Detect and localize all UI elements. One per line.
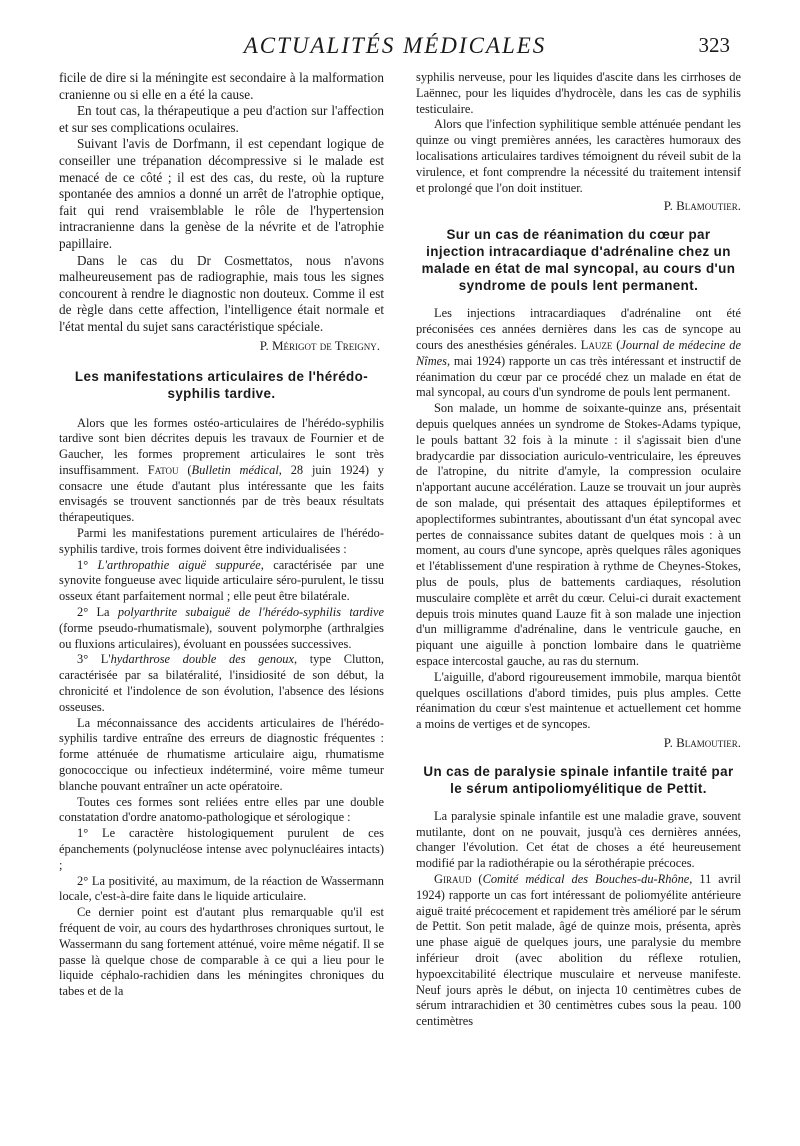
paragraph: Son malade, un homme de soixante-quinze ans, présentait depuis quelques années un syndrome de Stokes-Adams typique, le pouls battant 32 fois à la minute : il s'agissait bien d'une bradycardie par dissociation auriculo-ventriculaire, les épreuves de l'atropine, du nitrite d'amyle, la compression oculaire n'apportant aucune accélération. Lauze se trouvait un jour auprès de son malade, qui présentait des attaques épileptiformes et apoplectiformes subintrantes, aboutissant d'un état syncopal avec pertes de connaissance subites datant de quelques mois : à un moment, au cours d'une syncope, après quelques râles agoniques et l'établissement d'une respiration à rythme de Cheynes-Stokes, plus de pouls, plus de battements cardiaques, résolution musculaire complète et arrêt du cœur. Celui-ci durait exactement depuis trois minutes quand Lauze fit à son malade une injection d'un milligramme d'adrénaline, dans le ventricule gauche, en piquant une aiguille à ponction lombaire dans le quatrième espace intercostal gauche, au ras du sternum.	[416, 401, 741, 668]
author-name: Lauze	[580, 337, 613, 352]
paragraph: Suivant l'avis de Dorfmann, il est cependant logique de conseiller une trépanation décompressive si le malade est menacé de ce côté ; il est des cas, du reste, où la rupture spontanée des amnios a donné un arrêt de l'atrophie optique, fait qui rend vraisemblable le rôle de l'hypertension intracranienne dans la genèse de la névrite et de l'atrophie papillaire.	[59, 136, 384, 251]
text-run: (	[471, 872, 483, 887]
list-term: hydarthrose double des genoux	[110, 652, 294, 667]
left-column	[59, 70, 384, 1030]
paragraph: Parmi les manifestations purement articulaires de l'hérédo-syphilis tardive, trois formes doivent être individualisées :	[59, 526, 384, 556]
paragraph: En tout cas, la thérapeutique a peu d'action sur l'affection et sur ses complications oculaires.	[59, 103, 384, 135]
text-run: (	[612, 337, 621, 352]
list-term: L'arthropathie aiguë suppurée	[97, 557, 261, 572]
text-run: , 28 juin 1924) y consacre une étude d'autant plus intéressante que les faits envisagés se trouvent sanctionnés par de très beaux résultats thérapeutiques.	[59, 462, 384, 525]
list-item: 1° Le caractère histologiquement purulent de ces épanchements (polynucléose intense avec polynucléaires intacts) ;	[59, 826, 384, 872]
paragraph: La paralysie spinale infantile est une maladie grave, souvent mutilante, dont on ne pouvait, jusqu'à ces dernières années, changer l'évolution. Cet état de choses a été heureusement modifié par la radiothérapie ou la sérothérapie précoces.	[416, 808, 741, 871]
running-head	[60, 33, 730, 65]
paragraph	[416, 306, 741, 401]
journal-title: Journal de médecine de Nîmes	[416, 337, 741, 368]
paragraph	[59, 416, 384, 527]
author-signature: P. Mérigot de Treigny.	[259, 337, 380, 353]
paragraph: L'aiguille, d'abord rigoureusement immobile, marqua bientôt quelques oscillations d'abord timides, puis plus amples. Cette réanimation du cœur s'est maintenue et actuellement cet homme a moins de vertiges et de syncopes.	[416, 669, 741, 732]
list-item	[59, 558, 384, 605]
section-heading: Les manifestations articulaires de l'hérédo-syphilis tardive.	[74, 368, 369, 401]
text-run: , mai 1924) rapporte un cas très intéressant et instructif de réanimation du cœur par ce procédé chez un malade en état de mal syncopal, au cours d'un syndrome de pouls lent permanent.	[416, 353, 741, 400]
paragraph: Dans le cas du Dr Cosmettatos, nous n'avons malheureusement pas de radiographie, mais tous les signes concourent à rendre le diagnostic non douteux. Comme il est de règle dans cette affection, l'intelligence était normale et l'état mental du sujet sans caractéristique spéciale.	[59, 252, 384, 334]
paragraph: ficile de dire si la méningite est secondaire à la malformation cranienne ou si elle en a été la cause.	[59, 70, 384, 102]
two-column-body	[59, 70, 741, 1030]
paragraph: Ce dernier point est d'autant plus remarquable qu'il est fréquent de voir, au cours des hydarthroses chroniques surtout, le Wassermann du sang fortement atténué, voire même négatif. Il se passe là quelque chose de comparable à ce qui a lieu pour le liquide céphalo-rachidien dans les méningites chroniques du tabes et de la	[59, 905, 384, 999]
paragraph: La méconnaissance des accidents articulaires de l'hérédo-syphilis tardive entraîne des erreurs de diagnostic fréquentes : forme atténuée de rhumatisme articulaire aigu, rhumatisme gonococcique ou infectieux indéterminé, voire même tumeur blanche pouvant entraîner un acte opératoire.	[59, 715, 384, 793]
section-heading: Un cas de paralysie spinale infantile traité par le sérum antipoliomyélitique de Pettit.	[423, 763, 734, 796]
paragraph: Toutes ces formes sont reliées entre elles par une double constatation d'ordre anatomo-pathologique et sérologique :	[59, 794, 384, 825]
author-name: Giraud	[434, 872, 472, 887]
page-number: 323	[698, 33, 730, 57]
list-item: 2° La positivité, au maximum, de la réaction de Wassermann locale, c'est-à-dire faite dans le liquide articulaire.	[59, 873, 384, 904]
list-number: 3° L'	[77, 652, 111, 667]
section-heading: Sur un cas de réanimation du cœur par injection intracardiaque d'adrénaline chez un malade en état de mal syncopal, au cours d'un syndrome de pouls lent permanent.	[421, 227, 736, 294]
list-number: 1°	[77, 557, 98, 572]
author-name: Fatou	[147, 462, 179, 477]
text-run: (forme pseudo-rhumatismale), souvent polymorphe (arthralgies ou fluxions articulaires), évoluant en poussées successives.	[59, 620, 384, 651]
journal-title: Bulletin médical	[191, 462, 279, 477]
text-run: , 11 avril 1924) rapporte un cas fort intéressant de poliomyélite antérieure aiguë traité précocement et rapidement très amélioré par le sérum de Pettit. Son petit malade, âgé de quinze mois, présenta, après une phase aiguë de quelques jours, une paralysie du membre inférieur droit (avec abolition du réflexe rotulien, hypoexcitabilité électrique musculaire et nerveuse manifeste. Neuf jours après le début, on injecta 10 centimètres cubes de sérum intrarachidien et 30 centimètres cubes sous la peau. 100 centimètres	[416, 872, 741, 1029]
list-item	[59, 652, 384, 715]
paragraph: syphilis nerveuse, pour les liquides d'ascite dans les cirrhoses de Laënnec, pour les liquides d'hydrocèle, dans les cas de syphilis testiculaire.	[416, 70, 741, 116]
text-run: , caractérisée par une synovite fongueuse avec liquide articulaire séro-purulent, le tissu osseux étant parfaitement normal ; elle peut être bilatérale.	[59, 557, 384, 604]
running-title: ACTUALITÉS MÉDICALES	[243, 33, 547, 58]
paragraph	[416, 872, 741, 1030]
text-run: Alors que les formes ostéo-articulaires de l'hérédo-syphilis tardive sont bien décrites depuis les travaux de Fournier et de Gaucher, les formes proprement articulaires le sont très insuffisamment.	[59, 415, 384, 477]
text-run: (	[178, 462, 192, 477]
journal-title: Comité médical des Bouches-du-Rhône	[482, 872, 690, 887]
list-term: polyarthrite subaiguë de l'hérédo-syphilis tardive	[117, 605, 384, 620]
author-signature: P. Blamoutier.	[663, 734, 741, 750]
text-run: Les injections intracardiaques d'adrénaline ont été préconisées ces années dernières dans les cas de syncope au cours des anesthésies générales.	[416, 306, 741, 352]
author-signature: P. Blamoutier.	[663, 198, 741, 214]
list-item	[59, 605, 384, 652]
right-column	[416, 70, 741, 1030]
paragraph: Alors que l'infection syphilitique semble atténuée pendant les quinze ou vingt premières années, les caractères humoraux des localisations articulaires tardives témoignent du réveil subit de la virulence, et font comprendre la nécessité du traitement intensif et prolongé que l'on doit instituer.	[416, 117, 741, 195]
text-run: , type Clutton, caractérisée par sa bilatéralité, l'insidiosité de son début, la chronicité et l'indolence de son évolution, l'absence des lésions osseuses.	[59, 652, 384, 714]
list-number: 2° La	[77, 605, 118, 620]
